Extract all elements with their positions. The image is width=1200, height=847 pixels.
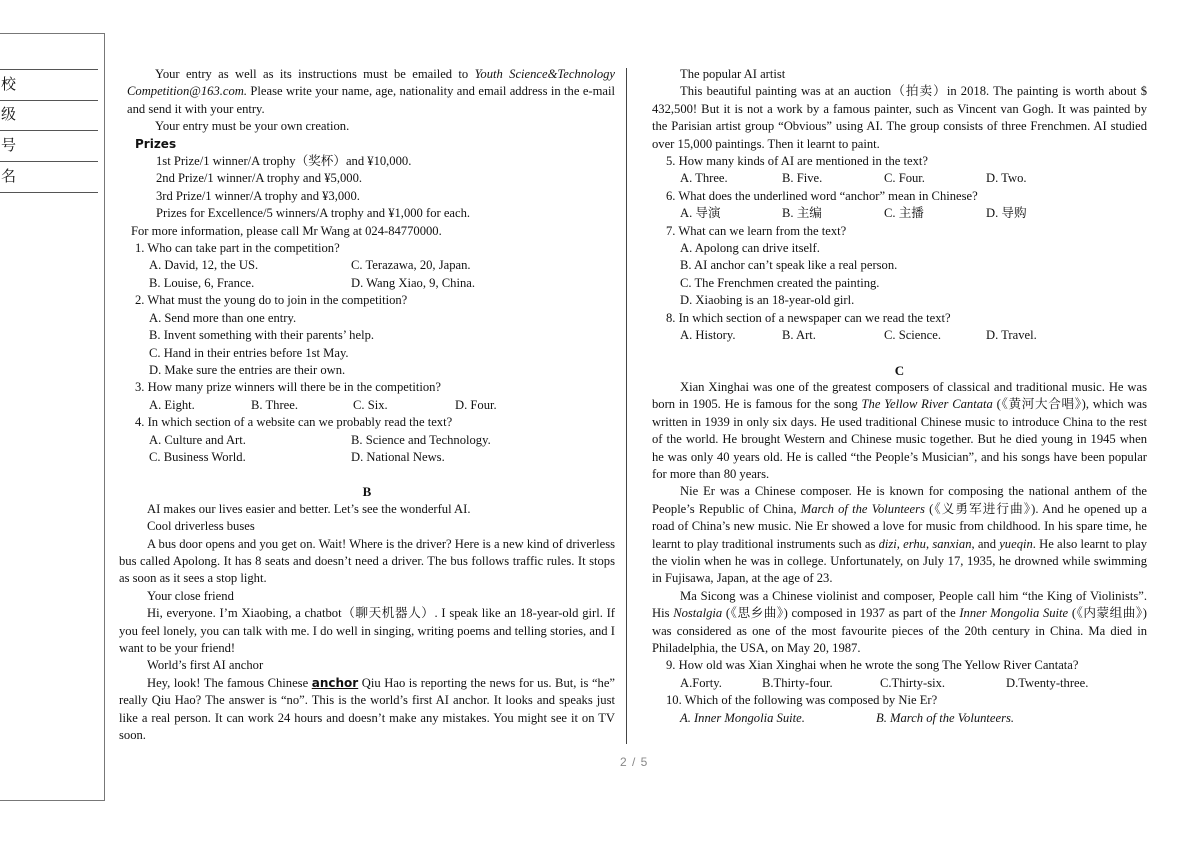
question-3-options <box>119 397 615 414</box>
option: C. Terazawa, 20, Japan. <box>351 258 471 273</box>
column-divider <box>626 68 627 744</box>
option: A. David, 12, the US. <box>149 258 259 273</box>
option: C. 主播 <box>884 206 924 221</box>
question-8: 8. In which section of a newspaper can we read the text? <box>666 310 951 325</box>
question-6-options <box>652 205 1147 222</box>
section-c-heading: C <box>894 362 905 378</box>
option: A. History. <box>680 328 736 343</box>
c-paragraph-ma: Ma Sicong was a Chinese violinist and composer, People call him “the King of Violinists”. His Nostalgia (《思乡曲》) composed in 1937 as part of the Inner Mongolia Suite (《内蒙组曲》) was considered as one of the most favourite pieces of the 20th century in China. Ma died in Philadelphia, the USA, on May 20, 1987. <box>652 588 1147 655</box>
question-4-options <box>119 432 615 449</box>
c-paragraph-xian: Xian Xinghai was one of the greatest composers of classical and traditional music. He was born in 1905. He is famous for the song The Yellow River Cantata (《黄河大合唱》), which was written in 1939 in only six days. He used traditional Chinese music to introduce China to the rest of the world. He brought Western and Chinese music together. But he died young in 1945 when he was only 40 years old. He is called “the People’s Musician”, and his songs have been popular for more than 80 years. <box>652 379 1147 481</box>
b-subheading-anchor: World’s first AI anchor <box>147 658 264 673</box>
b-paragraph-buses: A bus door opens and you get on. Wait! Where is the driver? Here is a new kind of driverless bus called Apolong. It has 8 seats and doesn’t need a driver. The bus follows traffic rules. It stops as soon as it sees a stop light. <box>119 536 615 586</box>
option: B. March of the Volunteers. <box>876 710 1015 725</box>
option: A. Apolong can drive itself. <box>680 241 820 256</box>
question-10-options <box>652 710 1147 727</box>
option: C. Business World. <box>149 449 246 464</box>
option: B. 主编 <box>782 206 822 221</box>
option: B. Louise, 6, France. <box>149 275 255 290</box>
school-field: 校 <box>0 69 98 101</box>
option: D. 导购 <box>986 206 1027 221</box>
option: A. Culture and Art. <box>149 432 246 447</box>
option: D.Twenty-three. <box>1006 675 1089 690</box>
option: B.Thirty-four. <box>762 675 833 690</box>
r-subheading-artist: The popular AI artist <box>680 67 786 81</box>
question-6: 6. What does the underlined word “anchor” mean in Chinese? <box>666 188 978 203</box>
option: C. The Frenchmen created the painting. <box>680 275 880 290</box>
question-4-options <box>119 449 615 466</box>
b-paragraph-anchor: Hey, look! The famous Chinese anchor Qiu Hao is reporting the news for us. But, is “he” really Qiu Hao? The answer is “no”. This is the world’s first AI anchor. It looks and speaks just like a real person. It can work 24 hours and doesn’t make any mistakes. You might see it on TV soon. <box>119 675 616 743</box>
option: B. Invent something with their parents’ help. <box>149 328 375 343</box>
prize-line: 1st Prize/1 winner/A trophy（奖杯）and ¥10,000. <box>156 154 412 169</box>
r-paragraph-artist: This beautiful painting was at an auction（拍卖）in 2018. The painting is worth about $ 432,500! But it is not a work by a famous painter, such as Vincent van Gogh. It was painted by the Parisian artist group “Obvious” using AI. The group consists of three Frenchmen. AI studied over 15,000 paintings. Then it learnt to paint. <box>652 84 1147 151</box>
question-9-options <box>652 675 1147 692</box>
prize-line: 2nd Prize/1 winner/A trophy and ¥5,000. <box>156 171 363 186</box>
question-10: 10. Which of the following was composed by Nie Er? <box>666 693 938 708</box>
underlined-anchor: anchor <box>311 675 359 690</box>
option: D. Two. <box>986 171 1027 186</box>
entry-instructions: Your entry as well as its instructions must be emailed to Youth Science&Technology Competition@163.com. Please write your name, age, nationality and email address in the e-mail and send it with your entry. <box>127 67 615 116</box>
option: A. Send more than one entry. <box>149 310 297 325</box>
question-5: 5. How many kinds of AI are mentioned in the text? <box>666 154 928 169</box>
name-field: 名 <box>0 162 98 193</box>
option: D. National News. <box>351 449 445 464</box>
option: D. Four. <box>455 397 497 412</box>
class-field: 级 <box>0 100 98 131</box>
option: C. Four. <box>884 171 925 186</box>
question-1-options <box>119 257 615 274</box>
option: D. Make sure the entries are their own. <box>149 362 346 377</box>
question-2: 2. What must the young do to join in the competition? <box>135 293 408 308</box>
left-column <box>119 66 615 744</box>
question-3: 3. How many prize winners will there be in the competition? <box>135 380 442 395</box>
option: C. Science. <box>884 328 942 343</box>
option: B. AI anchor can’t speak like a real person. <box>680 258 898 273</box>
question-1-options <box>119 275 615 292</box>
contact-info: For more information, please call Mr Wang at 024-84770000. <box>131 223 442 238</box>
question-4: 4. In which section of a website can we probably read the text? <box>135 415 453 430</box>
option: A. Eight. <box>149 397 195 412</box>
option: D. Wang Xiao, 9, China. <box>351 275 475 290</box>
section-b-heading: B <box>362 484 372 500</box>
option: A.Forty. <box>680 675 722 690</box>
option: C. Six. <box>353 397 388 412</box>
option: B. Art. <box>782 328 816 343</box>
option: B. Science and Technology. <box>351 432 491 447</box>
option: A. Inner Mongolia Suite. <box>680 710 805 725</box>
student-number-field: 号 <box>0 131 98 162</box>
b-subheading-friend: Your close friend <box>147 588 234 603</box>
prize-line: 3rd Prize/1 winner/A trophy and ¥3,000. <box>156 188 360 203</box>
question-1: 1. Who can take part in the competition? <box>135 241 340 256</box>
question-7: 7. What can we learn from the text? <box>666 223 847 238</box>
student-info-box <box>0 33 105 801</box>
option: D. Travel. <box>986 328 1037 343</box>
question-5-options <box>652 170 1147 187</box>
option: B. Five. <box>782 171 823 186</box>
page-number: 2 / 5 <box>620 755 649 769</box>
b-paragraph-friend: Hi, everyone. I’m Xiaobing, a chatbot（聊天机器人）. I speak like an 18-year-old girl. If you feel lonely, you can talk with me. I do well in singing, writing poems and telling stories, and I want to be your friend! <box>119 606 615 655</box>
option: D. Xiaobing is an 18-year-old girl. <box>680 293 855 308</box>
prizes-title: Prizes <box>135 136 177 151</box>
prize-line: Prizes for Excellence/5 winners/A trophy and ¥1,000 for each. <box>156 206 471 221</box>
b-intro: AI makes our lives easier and better. Let’s see the wonderful AI. <box>147 501 471 516</box>
question-9: 9. How old was Xian Xinghai when he wrote the song The Yellow River Cantata? <box>666 658 1079 673</box>
option: A. 导演 <box>680 206 721 221</box>
option: C.Thirty-six. <box>880 675 946 690</box>
entry-own-creation: Your entry must be your own creation. <box>155 119 350 134</box>
right-column <box>652 66 1147 727</box>
question-8-options <box>652 327 1147 344</box>
option: B. Three. <box>251 397 298 412</box>
option: A. Three. <box>680 171 728 186</box>
option: C. Hand in their entries before 1st May. <box>149 345 349 360</box>
b-subheading-buses: Cool driverless buses <box>147 519 255 534</box>
c-paragraph-nie: Nie Er was a Chinese composer. He is known for composing the national anthem of the People’s Republic of China, March of the Volunteers (《义勇军进行曲》). And he opened up a road of China’s new music. Nie Er showed a love for music from childhood. In his spare time, he learnt to play traditional instruments such as dizi, erhu, sanxian, and yueqin. He also learnt to play the violin when he was in college. Unfortunately, on July 17, 1935, he drowned while swimming in Fujisawa, Japan, at the age of 23. <box>652 484 1148 586</box>
